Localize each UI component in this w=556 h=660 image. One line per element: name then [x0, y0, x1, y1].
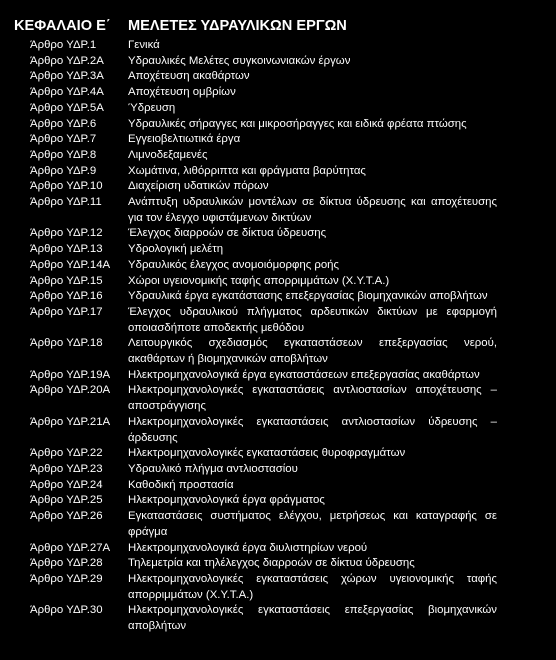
article-code: Άρθρο ΥΔΡ.23: [30, 462, 103, 475]
chapter-title: ΜΕΛΕΤΕΣ ΥΔΡΑΥΛΙΚΩΝ ΕΡΓΩΝ: [128, 18, 347, 34]
article-code: Άρθρο ΥΔΡ.8: [30, 148, 97, 161]
article-title: Διαχείριση υδατικών πόρων: [128, 180, 269, 193]
article-row: [0, 38, 556, 54]
article-list: [0, 38, 556, 635]
article-code: Άρθρο ΥΔΡ.9: [30, 164, 97, 177]
article-title: Υδραυλικός έλεγχος ανομοιόμορφης ροής: [128, 258, 339, 271]
article-title: Χωμάτινα, λιθόρριπτα και φράγματα βαρύτητας: [128, 164, 366, 177]
article-row: [0, 54, 556, 70]
article-row: [0, 446, 556, 462]
article-code: Άρθρο ΥΔΡ.19Α: [30, 368, 111, 381]
article-code: Άρθρο ΥΔΡ.28: [30, 557, 103, 570]
article-row: [0, 289, 556, 305]
article-row: [0, 226, 556, 242]
article-row: [0, 415, 556, 446]
article-row: [0, 85, 556, 101]
article-row: [0, 493, 556, 509]
article-code: Άρθρο ΥΔΡ.26: [30, 510, 103, 523]
article-title: Ηλεκτρομηχανολογικές εγκαταστάσεις επεξεργασίας βιομηχανικών αποβλήτων: [128, 604, 497, 633]
article-title: Ηλεκτρομηχανολογικές εγκαταστάσεις αντλιοστασίων αποχέτευσης – αποστράγγισης: [128, 384, 497, 413]
article-title: Χώροι υγειονομικής ταφής απορριμμάτων (Χ.Υ.Τ.Α.): [128, 274, 390, 287]
article-row: [0, 478, 556, 494]
article-row: [0, 368, 556, 384]
article-row: [0, 69, 556, 85]
article-title: Αποχέτευση ακαθάρτων: [128, 70, 250, 83]
article-code: Άρθρο ΥΔΡ.22: [30, 447, 103, 460]
article-title: Ανάπτυξη υδραυλικών μοντέλων σε δίκτυα ύδρευσης και αποχέτευσης για τον έλεγχο υφιστάμενων δικτύων: [128, 196, 497, 224]
article-code: Άρθρο ΥΔΡ.10: [30, 180, 103, 193]
article-title: Ηλεκτρομηχανολογικά έργα φράγματος: [128, 494, 325, 507]
article-title: Ηλεκτρομηχανολογικές εγκαταστάσεις χώρων υγειονομικής ταφής απορριμμάτων (Χ.Υ.Τ.Α.): [128, 572, 497, 601]
article-row: [0, 179, 556, 195]
article-row: [0, 258, 556, 274]
article-code: Άρθρο ΥΔΡ.11: [30, 196, 102, 209]
article-row: [0, 572, 556, 603]
article-title: Υδραυλικό πλήγμα αντλιοστασίου: [128, 462, 298, 475]
article-code: Άρθρο ΥΔΡ.6: [30, 117, 97, 130]
article-code: Άρθρο ΥΔΡ.12: [30, 227, 103, 240]
article-title: Ηλεκτρομηχανολογικές εγκαταστάσεις αντλιοστασίων ύδρευσης – άρδευσης: [128, 415, 497, 444]
article-code: Άρθρο ΥΔΡ.29: [30, 572, 103, 585]
article-code: Άρθρο ΥΔΡ.2Α: [30, 54, 104, 67]
article-row: [0, 556, 556, 572]
article-row: [0, 117, 556, 133]
article-title: Λιμνοδεξαμενές: [128, 148, 208, 161]
article-row: [0, 305, 556, 336]
article-code: Άρθρο ΥΔΡ.15: [30, 274, 103, 287]
article-code: Άρθρο ΥΔΡ.13: [30, 243, 103, 256]
article-title: Υδραυλικά έργα εγκατάστασης επεξεργασίας βιομηχανικών αποβλήτων: [128, 290, 488, 303]
article-title: Έλεγχος υδραυλικού πλήγματος αρδευτικών δικτύων με εφαρμογή οποιασδήποτε αποδεκτής μεθόδου: [128, 305, 497, 334]
article-code: Άρθρο ΥΔΡ.4Α: [30, 86, 104, 99]
article-title: Εγγειοβελτιωτικά έργα: [128, 133, 241, 146]
article-title: Υδραυλικές Μελέτες συγκοινωνιακών έργων: [128, 54, 351, 67]
article-code: Άρθρο ΥΔΡ.21Α: [30, 415, 111, 428]
article-code: Άρθρο ΥΔΡ.24: [30, 478, 103, 491]
article-title: Έλεγχος διαρροών σε δίκτυα ύδρευσης: [128, 227, 327, 240]
article-code: Άρθρο ΥΔΡ.5Α: [30, 101, 104, 114]
article-code: Άρθρο ΥΔΡ.17: [30, 305, 103, 318]
article-title: Καθοδική προστασία: [128, 478, 234, 491]
article-code: Άρθρο ΥΔΡ.25: [30, 494, 103, 507]
article-row: [0, 132, 556, 148]
article-code: Άρθρο ΥΔΡ.14Α: [30, 258, 111, 271]
article-row: [0, 509, 556, 540]
article-title: Λειτουργικός σχεδιασμός εγκαταστάσεων επεξεργασίας νερού, ακαθάρτων ή βιομηχανικών αποβλήτων: [128, 337, 497, 366]
article-title: Ηλεκτρομηχανολογικά έργα διυλιστηρίων νερού: [128, 541, 368, 554]
article-row: [0, 242, 556, 258]
article-code: Άρθρο ΥΔΡ.18: [30, 337, 103, 350]
article-row: [0, 462, 556, 478]
article-row: [0, 195, 556, 226]
article-code: Άρθρο ΥΔΡ.3Α: [30, 70, 104, 83]
article-title: Υδραυλικές σήραγγες και μικροσήραγγες και ειδικά φρέατα πτώσης: [128, 117, 467, 130]
article-title: Ύδρευση: [128, 101, 176, 114]
article-row: [0, 383, 556, 414]
article-code: Άρθρο ΥΔΡ.30: [30, 604, 103, 617]
article-title: Αποχέτευση ομβρίων: [128, 86, 236, 99]
article-row: [0, 274, 556, 290]
article-row: [0, 148, 556, 164]
article-title: Ηλεκτρομηχανολογικές εγκαταστάσεις θυροφραγμάτων: [128, 447, 406, 460]
article-code: Άρθρο ΥΔΡ.1: [30, 39, 97, 51]
article-row: [0, 541, 556, 557]
article-title: Τηλεμετρία και τηλέλεγχος διαρροών σε δίκτυα ύδρευσης: [128, 557, 415, 570]
article-row: [0, 603, 556, 634]
article-title: Εγκαταστάσεις συστήματος ελέγχου, μετρήσεως και καταγραφής σε φράγμα: [128, 510, 497, 538]
article-code: Άρθρο ΥΔΡ.20Α: [30, 384, 111, 397]
chapter-header: [0, 18, 556, 40]
article-row: [0, 336, 556, 367]
article-code: Άρθρο ΥΔΡ.27Α: [30, 541, 111, 554]
article-title: Ηλεκτρομηχανολογικά έργα εγκαταστάσεων επεξεργασίας ακαθάρτων: [128, 368, 480, 381]
article-row: [0, 164, 556, 180]
article-code: Άρθρο ΥΔΡ.7: [30, 133, 97, 146]
article-title: Γενικά: [128, 39, 160, 51]
article-title: Υδρολογική μελέτη: [128, 243, 224, 256]
article-code: Άρθρο ΥΔΡ.16: [30, 290, 103, 303]
chapter-code: ΚΕΦΑΛΑΙΟ Ε΄: [14, 18, 111, 34]
article-row: [0, 101, 556, 117]
